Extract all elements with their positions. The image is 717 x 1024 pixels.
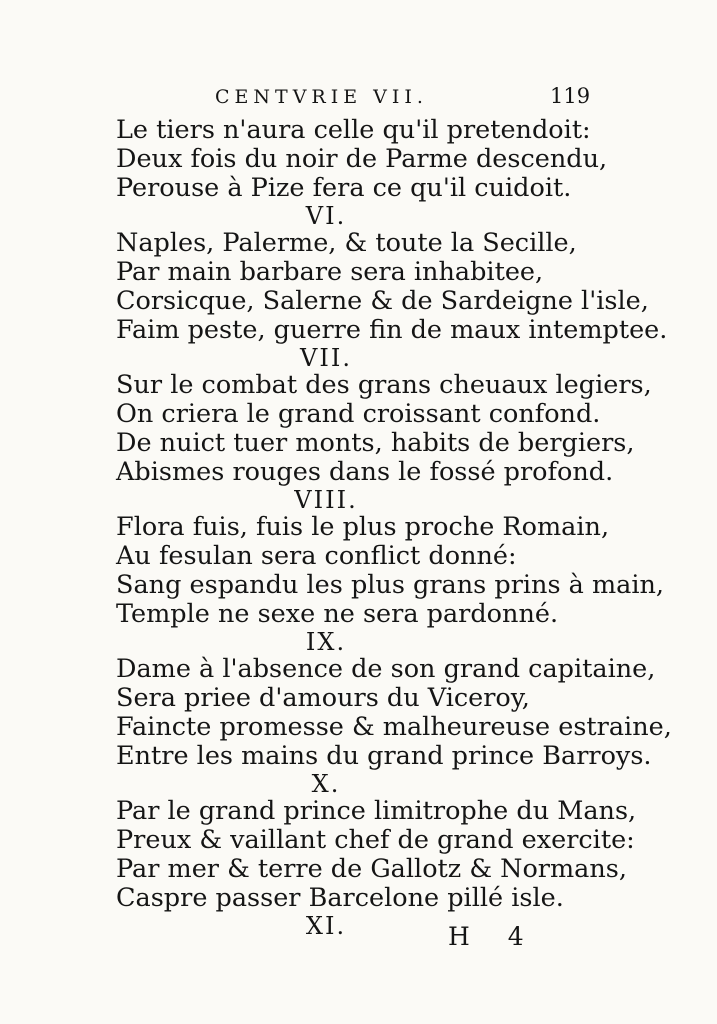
quatrain	[116, 771, 696, 913]
verse-line: Preux & vaillant chef de grand exercite:	[116, 825, 635, 855]
signature-letter: H	[448, 922, 470, 951]
verse-line: Dame à l'absence de son grand capitaine,	[116, 654, 656, 684]
quatrain-number: VI.	[305, 202, 347, 230]
verse-line: Deux fois du noir de Parme descendu,	[116, 144, 608, 174]
verse-line: Entre les mains du grand prince Barroys.	[116, 741, 652, 771]
verse-line: On criera le grand croissant confond.	[116, 399, 601, 429]
verse-line: Temple ne sexe ne sera pardonné.	[116, 599, 559, 629]
quatrain-number: IX.	[305, 628, 347, 656]
verse-line: Sur le combat des grans cheuaux legiers,	[116, 370, 652, 400]
quatrain	[116, 487, 696, 629]
quatrain-number: VII.	[300, 344, 352, 372]
signature-mark	[448, 922, 524, 951]
verse-line: Sang espandu les plus grans prins à main,	[116, 570, 665, 600]
verse-body	[116, 116, 696, 939]
quatrain-number: X.	[311, 770, 341, 798]
verse-line: Par le grand prince limitrophe du Mans,	[116, 796, 637, 826]
quatrain	[116, 345, 696, 487]
quatrain	[116, 203, 696, 345]
verse-line: Par main barbare sera inhabitee,	[116, 257, 544, 287]
quatrain	[116, 116, 696, 203]
verse-line: Corsicque, Salerne & de Sardeigne l'isle,	[116, 286, 649, 316]
verse-line: Faincte promesse & malheureuse estraine,	[116, 712, 672, 742]
verse-line: Sera priee d'amours du Viceroy,	[116, 683, 530, 713]
verse-line: Flora fuis, fuis le plus proche Romain,	[116, 512, 610, 542]
signature-number: 4	[507, 922, 524, 951]
verse-line: Abismes rouges dans le fossé profond.	[116, 457, 614, 487]
quatrain	[116, 913, 696, 939]
running-head: CENTVRIE VII.	[215, 86, 428, 108]
verse-line: De nuict tuer monts, habits de bergiers,	[116, 428, 635, 458]
verse-line: Faim peste, guerre fin de maux intemptee.	[116, 315, 668, 345]
verse-line: Le tiers n'aura celle qu'il pretendoit:	[116, 115, 591, 145]
verse-line: Naples, Palerme, & toute la Secille,	[116, 228, 577, 258]
quatrain	[116, 629, 696, 771]
verse-line: Perouse à Pize fera ce qu'il cuidoit.	[116, 173, 572, 203]
verse-line: Caspre passer Barcelone pillé isle.	[116, 883, 564, 913]
quatrain-number: VIII.	[294, 486, 358, 514]
page-header	[0, 86, 717, 116]
verse-line: Au fesulan sera conflict donné:	[116, 541, 517, 571]
quatrain-number: XI.	[305, 912, 347, 940]
page-number: 119	[550, 84, 591, 108]
verse-line: Par mer & terre de Gallotz & Normans,	[116, 854, 627, 884]
